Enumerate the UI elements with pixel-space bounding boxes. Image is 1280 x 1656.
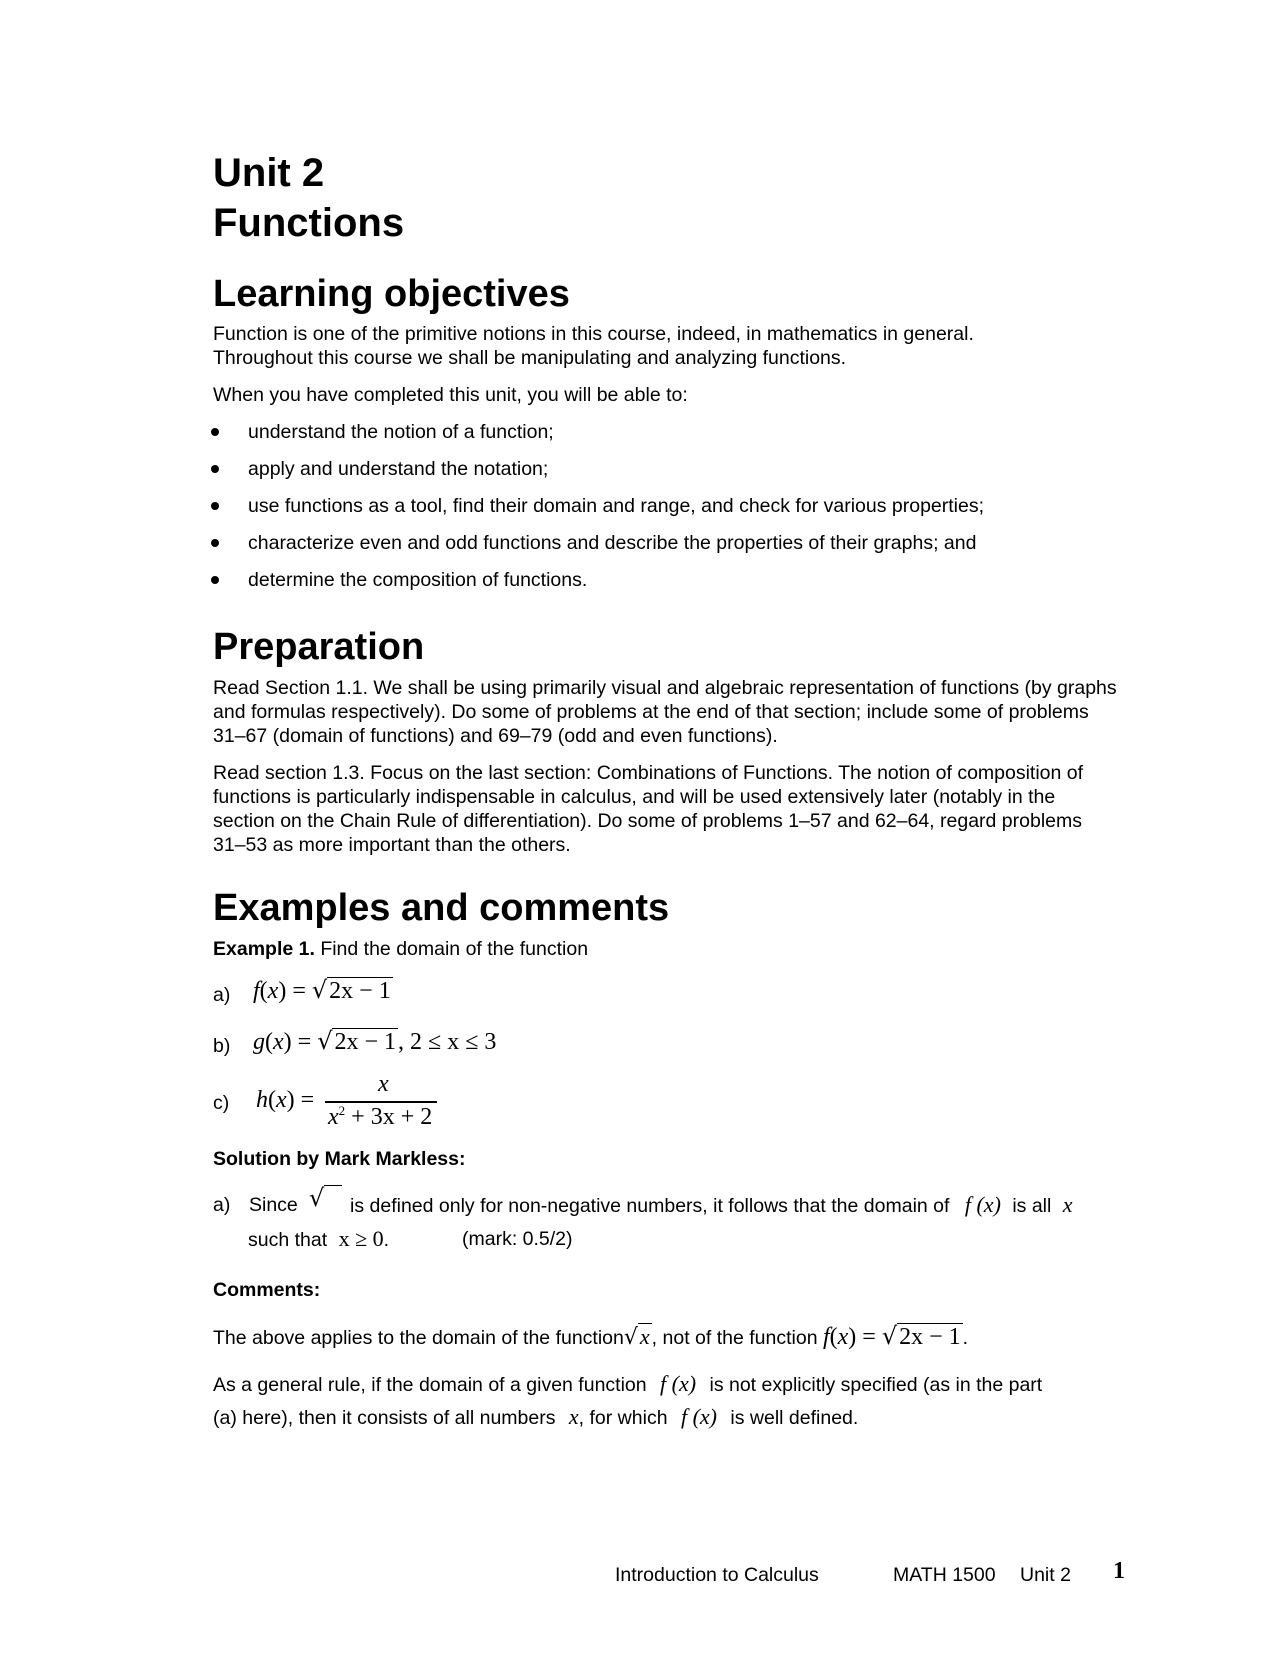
formula-b: g(x) = √2x − 1, 2 ≤ x ≤ 3 [253,1027,497,1055]
objective-item: use functions as a tool, find their domain and range, and check for various properties; [248,495,985,517]
example-label: Example 1. [213,938,315,960]
comments-label: Comments: [213,1279,321,1301]
objective-item: characterize even and odd functions and describe the properties of their graphs; and [248,532,977,554]
item-label: b) [213,1035,231,1057]
radical-icon: √ [309,1184,325,1212]
formula-c-lhs: h(x) = [256,1087,315,1113]
comment-1: The above applies to the domain of the function√x , not of the function f(x) = √2x − 1 . [213,1322,969,1350]
formula-a: f(x) = √2x − 1 [253,976,391,1004]
objective-item: determine the composition of functions. [248,569,588,591]
bullet-icon [211,539,219,547]
fraction-numerator: x [378,1071,389,1097]
radical-icon: √ [623,1325,638,1350]
preparation-para-2: Read section 1.3. Focus on the last section: Combinations of Functions. The notion of composition of functions is particularly indispensable in calculus, and will be used extensively later (notably in the section on the Chain Rule of differentiation). Do some of problems 1–57 and 62–64, regard problems 31–53 as more important than the others. [213,762,1084,856]
solution-mark: (mark: 0.5/2) [462,1228,573,1250]
heading-examples: Examples and comments [213,887,670,929]
bullet-icon [211,576,219,584]
heading-preparation: Preparation [213,626,425,668]
solution-text-line-2: such that x ≥ 0. [248,1226,390,1251]
solution-text: is defined only for non-negative numbers, it follows that the domain of f (x) is all x [350,1192,1073,1217]
objectives-lead: When you have completed this unit, you will be able to: [213,384,688,406]
example-text: Find the domain of the function [320,938,589,960]
item-label: a) [213,984,231,1006]
sqrt-symbol [309,1184,342,1213]
fraction-denominator: $x^2 + 3x + 2$ [328,1103,433,1130]
radical-icon: √ [311,976,328,1004]
example-1-prompt [213,937,588,961]
page-number: 1 [1113,1558,1125,1584]
footer-unit: Unit 2 [1020,1564,1071,1586]
objectives-intro: Function is one of the primitive notions in this course, indeed, in mathematics in general. Throughout this course we shall be manipulating and analyzing functions. [213,323,974,369]
solution-item-label: a) [213,1194,231,1216]
sqrt-symbol: √2x − 1 [317,1027,397,1055]
heading-learning-objectives: Learning objectives [213,273,570,315]
sqrt-symbol: √2x − 1 [311,976,391,1004]
solution-label: Solution by Mark Markless: [213,1148,466,1170]
sqrt-symbol: √x [623,1324,650,1350]
radical-icon: √ [317,1027,333,1055]
comment-2-line-1: As a general rule, if the domain of a given function f (x) is not explicitly specified (as in the part [213,1371,1043,1396]
bullet-icon [211,428,219,436]
preparation-para-1: Read Section 1.1. We shall be using primarily visual and algebraic representation of functions (by graphs and formulas respectively). Do some of problems at the end of that section; include some of problems 31–67 (domain of functions) and 69–79 (odd and even functions). [213,677,1117,747]
solution-since: Since [249,1194,298,1216]
sqrt-symbol: √2x − 1 [881,1322,961,1350]
radical-icon: √ [881,1322,898,1350]
comment-2-line-2: (a) here), then it consists of all numbers x, for which f (x) is well defined. [213,1404,859,1429]
bullet-icon [211,465,219,473]
objective-item: understand the notion of a function; [248,421,554,443]
item-label: c) [213,1092,230,1114]
objective-item: apply and understand the notation; [248,458,549,480]
bullet-icon [211,502,219,510]
footer-code: MATH 1500 [893,1564,996,1586]
unit-title: Unit 2 [213,151,325,195]
footer-course: Introduction to Calculus [615,1564,819,1586]
unit-subtitle: Functions [213,201,405,245]
